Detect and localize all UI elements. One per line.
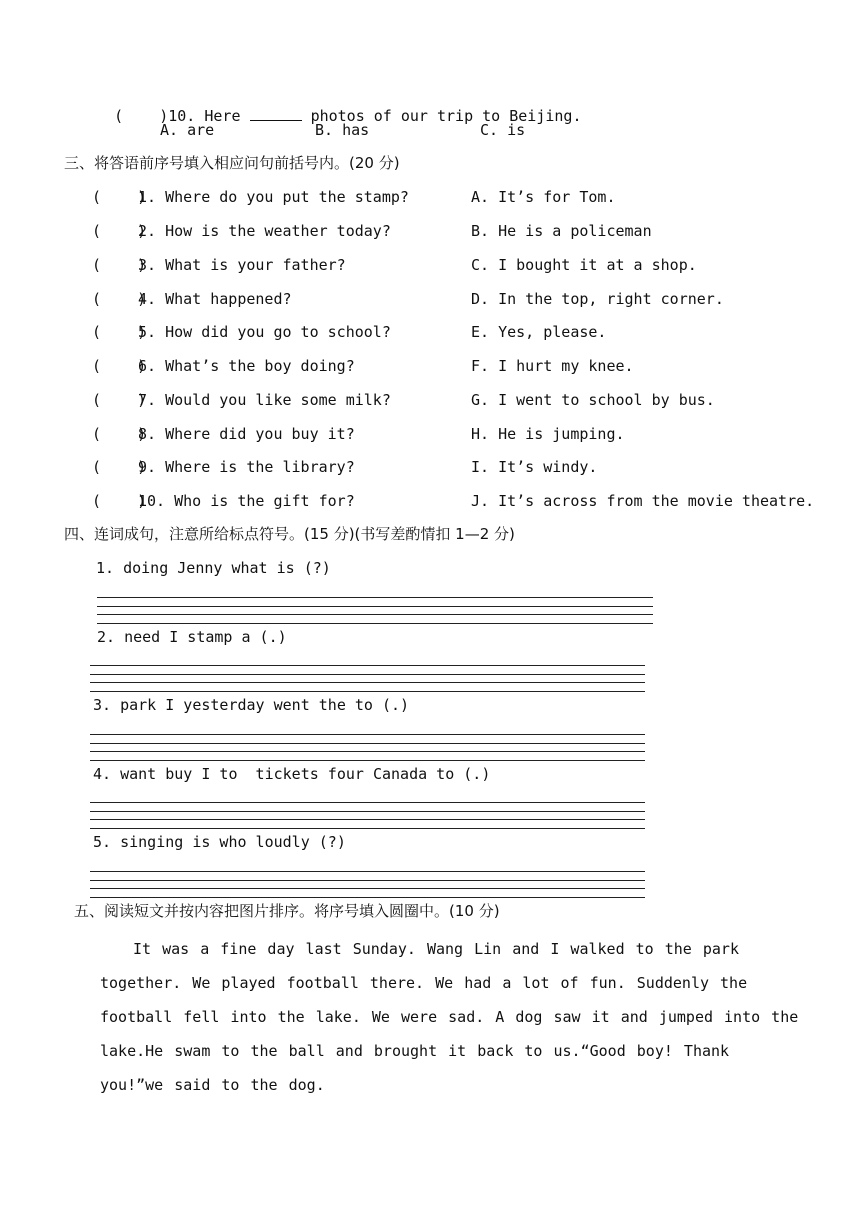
question-text: 2. How is the weather today? — [138, 222, 391, 240]
word-order-item-4: 4. want buy I to tickets four Canada to (.) — [93, 765, 491, 783]
answer-paren[interactable]: ( ) — [92, 323, 147, 341]
matching-question-3 — [92, 255, 346, 275]
question-text: 1. Where do you put the stamp? — [138, 188, 409, 206]
matching-question-8 — [92, 424, 355, 444]
reading-passage: It was a fine day last Sunday. Wang Lin and I walked to the park together. We played football there. We had a lot of fun. Suddenly the football fell into the lake. We were sad. A dog saw it and jumped into the lake.He swam to the ball and brought it back to us.“Good boy! Thank you!”we said to the dog. — [100, 940, 799, 1094]
matching-answer-h: H. He is jumping. — [471, 425, 625, 443]
matching-question-7 — [92, 390, 391, 410]
option-a: A. are — [160, 121, 215, 139]
question-text-after: photos of our trip to Beijing. — [310, 107, 582, 125]
answer-paren[interactable]: ( ) — [92, 425, 147, 443]
answer-paren[interactable]: ( ) — [92, 256, 147, 274]
answer-paren[interactable]: ( ) — [92, 188, 147, 206]
matching-question-9 — [92, 457, 355, 477]
matching-answer-f: F. I hurt my knee. — [471, 357, 634, 375]
section-4-title: 四、连词成句，注意所给标点符号。(15 分)(书写差酌情扣 1—2 分) — [64, 525, 515, 543]
question-text-before: Here — [204, 107, 241, 125]
question-number: 10. — [168, 107, 196, 125]
matching-answer-e: E. Yes, please. — [471, 323, 607, 341]
word-order-item-1: 1. doing Jenny what is (?) — [96, 559, 331, 577]
answer-paren[interactable]: ( ) — [92, 492, 147, 510]
section-5-title: 五、阅读短文并按内容把图片排序。将序号填入圆圈中。(10 分) — [74, 902, 500, 920]
matching-answer-d: D. In the top, right corner. — [471, 290, 724, 308]
option-c: C. is — [480, 121, 526, 139]
matching-question-1 — [92, 187, 409, 207]
matching-answer-i: I. It’s windy. — [471, 458, 598, 476]
option-b: B. has — [315, 121, 370, 139]
answer-paren[interactable]: ( ) — [92, 357, 147, 375]
answer-paren: ( ) — [114, 107, 169, 125]
question-text: 6. What’s the boy doing? — [138, 357, 355, 375]
word-order-item-3: 3. park I yesterday went the to (.) — [93, 696, 410, 714]
question-text: 3. What is your father? — [138, 256, 346, 274]
answer-paren[interactable]: ( ) — [92, 290, 147, 308]
answer-paren[interactable]: ( ) — [92, 458, 147, 476]
answer-paren[interactable]: ( ) — [92, 222, 147, 240]
fill-blank[interactable] — [250, 106, 302, 121]
matching-answer-b: B. He is a policeman — [471, 222, 652, 240]
question-text: 9. Where is the library? — [138, 458, 355, 476]
matching-question-4 — [92, 289, 292, 309]
question-text: 7. Would you like some milk? — [138, 391, 391, 409]
matching-question-6 — [92, 356, 355, 376]
question-text: 8. Where did you buy it? — [138, 425, 355, 443]
matching-question-10 — [92, 491, 355, 511]
question-text: 4. What happened? — [138, 290, 292, 308]
matching-answer-j: J. It’s across from the movie theatre. — [471, 492, 815, 510]
word-order-item-2: 2. need I stamp a (.) — [97, 628, 287, 646]
matching-answer-c: C. I bought it at a shop. — [471, 256, 697, 274]
question-text: 10. Who is the gift for? — [138, 492, 355, 510]
section-3-title: 三、将答语前序号填入相应问句前括号内。(20 分) — [64, 154, 400, 172]
matching-answer-g: G. I went to school by bus. — [471, 391, 715, 409]
question-text: 5. How did you go to school? — [138, 323, 391, 341]
word-order-item-5: 5. singing is who loudly (?) — [93, 833, 346, 851]
matching-question-2 — [92, 221, 391, 241]
matching-answer-a: A. It’s for Tom. — [471, 188, 616, 206]
matching-question-5 — [92, 322, 391, 342]
answer-paren[interactable]: ( ) — [92, 391, 147, 409]
